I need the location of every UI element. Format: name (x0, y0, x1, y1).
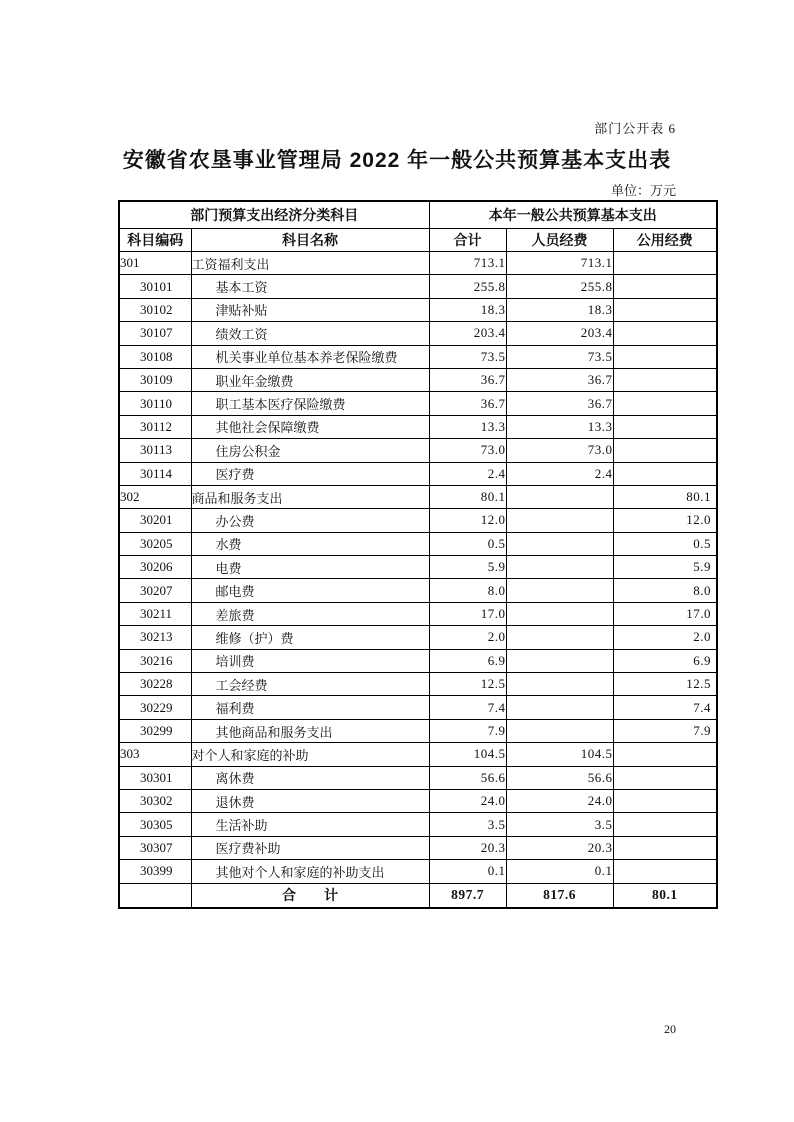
cell-public: 8.0 (613, 579, 717, 602)
cell-name: 机关事业单位基本养老保险缴费 (191, 345, 429, 368)
cell-code: 30205 (119, 532, 191, 555)
header-group-left: 部门预算支出经济分类科目 (119, 201, 429, 229)
table-row (119, 602, 717, 625)
cell-name: 绩效工资 (191, 322, 429, 345)
cell-total: 8.0 (429, 579, 506, 602)
cell-public: 17.0 (613, 602, 717, 625)
cell-code: 30301 (119, 766, 191, 789)
cell-public: 5.9 (613, 556, 717, 579)
page-number: 20 (664, 1022, 676, 1036)
table-row (119, 462, 717, 485)
cell-public: 80.1 (613, 485, 717, 508)
cell-name: 基本工资 (191, 275, 429, 298)
cell-personnel (506, 556, 613, 579)
cell-code: 30110 (119, 392, 191, 415)
cell-code: 301 (119, 252, 191, 275)
cell-name: 培训费 (191, 649, 429, 672)
cell-name: 水费 (191, 532, 429, 555)
cell-total: 80.1 (429, 485, 506, 508)
budget-table (118, 200, 718, 909)
header-columns-row (119, 229, 717, 252)
cell-total: 203.4 (429, 322, 506, 345)
cell-code: 303 (119, 743, 191, 766)
table-row (119, 813, 717, 836)
table-row (119, 368, 717, 391)
table-total-row (119, 883, 717, 908)
cell-name: 对个人和家庭的补助 (191, 743, 429, 766)
cell-code: 30399 (119, 860, 191, 883)
table-row (119, 719, 717, 742)
cell-name: 办公费 (191, 509, 429, 532)
cell-name: 工资福利支出 (191, 252, 429, 275)
cell-name: 其他商品和服务支出 (191, 719, 429, 742)
page-title: 安徽省农垦事业管理局 2022 年一般公共预算基本支出表 (122, 149, 672, 172)
cell-name: 职业年金缴费 (191, 368, 429, 391)
cell-public: 12.5 (613, 673, 717, 696)
column-header-public: 公用经费 (613, 229, 717, 252)
cell-personnel: 3.5 (506, 813, 613, 836)
cell-total: 12.5 (429, 673, 506, 696)
cell-personnel: 73.0 (506, 439, 613, 462)
unit-label: 单位：万元 (610, 183, 676, 198)
cell-personnel: 36.7 (506, 392, 613, 415)
cell-personnel (506, 485, 613, 508)
cell-total: 104.5 (429, 743, 506, 766)
cell-code: 30299 (119, 719, 191, 742)
table-row (119, 579, 717, 602)
cell-public (613, 275, 717, 298)
cell-code: 30213 (119, 626, 191, 649)
cell-public (613, 322, 717, 345)
table-row (119, 696, 717, 719)
cell-code (119, 883, 191, 908)
cell-code: 30107 (119, 322, 191, 345)
cell-total: 18.3 (429, 298, 506, 321)
cell-code: 302 (119, 485, 191, 508)
cell-personnel (506, 649, 613, 672)
table-row (119, 298, 717, 321)
cell-code: 30211 (119, 602, 191, 625)
cell-code: 30113 (119, 439, 191, 462)
table-row (119, 860, 717, 883)
cell-public (613, 252, 717, 275)
cell-total: 255.8 (429, 275, 506, 298)
cell-personnel: 20.3 (506, 836, 613, 859)
cell-total: 12.0 (429, 509, 506, 532)
cell-name: 医疗费 (191, 462, 429, 485)
cell-public (613, 392, 717, 415)
cell-personnel: 817.6 (506, 883, 613, 908)
header-group-row (119, 201, 717, 229)
table-row (119, 673, 717, 696)
cell-total: 3.5 (429, 813, 506, 836)
cell-code: 30112 (119, 415, 191, 438)
cell-personnel: 18.3 (506, 298, 613, 321)
cell-total: 36.7 (429, 368, 506, 391)
column-header-total: 合计 (429, 229, 506, 252)
table-row (119, 626, 717, 649)
cell-personnel: 104.5 (506, 743, 613, 766)
cell-public (613, 415, 717, 438)
cell-code: 30229 (119, 696, 191, 719)
cell-name: 医疗费补助 (191, 836, 429, 859)
cell-personnel: 73.5 (506, 345, 613, 368)
table-row (119, 649, 717, 672)
cell-name: 津贴补贴 (191, 298, 429, 321)
cell-total: 24.0 (429, 789, 506, 812)
cell-total: 2.0 (429, 626, 506, 649)
cell-public (613, 743, 717, 766)
cell-total: 5.9 (429, 556, 506, 579)
cell-total: 36.7 (429, 392, 506, 415)
cell-total: 6.9 (429, 649, 506, 672)
cell-total: 13.3 (429, 415, 506, 438)
cell-name: 电费 (191, 556, 429, 579)
cell-name: 工会经费 (191, 673, 429, 696)
cell-public (613, 813, 717, 836)
cell-code: 30114 (119, 462, 191, 485)
cell-name: 其他对个人和家庭的补助支出 (191, 860, 429, 883)
table-row (119, 392, 717, 415)
cell-total: 897.7 (429, 883, 506, 908)
table-row (119, 415, 717, 438)
cell-code: 30101 (119, 275, 191, 298)
table-row (119, 556, 717, 579)
header-group-right: 本年一般公共预算基本支出 (429, 201, 717, 229)
table-row (119, 322, 717, 345)
table-row (119, 532, 717, 555)
cell-personnel (506, 602, 613, 625)
cell-public (613, 439, 717, 462)
cell-personnel: 713.1 (506, 252, 613, 275)
cell-code: 30228 (119, 673, 191, 696)
cell-public: 7.9 (613, 719, 717, 742)
cell-total: 7.9 (429, 719, 506, 742)
cell-personnel: 24.0 (506, 789, 613, 812)
cell-public (613, 462, 717, 485)
cell-public (613, 766, 717, 789)
cell-personnel: 56.6 (506, 766, 613, 789)
column-header-name: 科目名称 (191, 229, 429, 252)
column-header-personnel: 人员经费 (506, 229, 613, 252)
cell-total: 17.0 (429, 602, 506, 625)
cell-total: 73.0 (429, 439, 506, 462)
cell-public: 2.0 (613, 626, 717, 649)
cell-code: 30201 (119, 509, 191, 532)
cell-personnel (506, 579, 613, 602)
cell-personnel: 36.7 (506, 368, 613, 391)
cell-name: 住房公积金 (191, 439, 429, 462)
budget-table-body (119, 252, 717, 908)
cell-personnel (506, 509, 613, 532)
cell-code: 30305 (119, 813, 191, 836)
cell-code: 30207 (119, 579, 191, 602)
table-row (119, 485, 717, 508)
table-row (119, 789, 717, 812)
cell-name: 职工基本医疗保险缴费 (191, 392, 429, 415)
cell-public: 0.5 (613, 532, 717, 555)
cell-public (613, 836, 717, 859)
cell-total: 713.1 (429, 252, 506, 275)
cell-personnel: 2.4 (506, 462, 613, 485)
table-row (119, 509, 717, 532)
cell-public (613, 298, 717, 321)
table-row (119, 252, 717, 275)
cell-code: 30109 (119, 368, 191, 391)
cell-public (613, 345, 717, 368)
cell-public: 7.4 (613, 696, 717, 719)
table-row (119, 766, 717, 789)
cell-personnel (506, 532, 613, 555)
cell-public (613, 368, 717, 391)
cell-code: 30206 (119, 556, 191, 579)
cell-name: 差旅费 (191, 602, 429, 625)
cell-personnel (506, 696, 613, 719)
cell-public (613, 860, 717, 883)
corner-table-label: 部门公开表 6 (594, 121, 676, 136)
cell-personnel: 255.8 (506, 275, 613, 298)
cell-personnel (506, 626, 613, 649)
cell-total: 73.5 (429, 345, 506, 368)
table-row (119, 439, 717, 462)
cell-name: 退休费 (191, 789, 429, 812)
cell-public: 6.9 (613, 649, 717, 672)
cell-code: 30108 (119, 345, 191, 368)
cell-total: 7.4 (429, 696, 506, 719)
cell-name: 生活补助 (191, 813, 429, 836)
cell-code: 30102 (119, 298, 191, 321)
total-label: 合 计 (191, 883, 429, 908)
cell-total: 0.1 (429, 860, 506, 883)
cell-name: 其他社会保障缴费 (191, 415, 429, 438)
cell-public (613, 789, 717, 812)
cell-personnel: 13.3 (506, 415, 613, 438)
cell-public: 80.1 (613, 883, 717, 908)
cell-name: 商品和服务支出 (191, 485, 429, 508)
cell-personnel: 203.4 (506, 322, 613, 345)
cell-personnel: 0.1 (506, 860, 613, 883)
cell-total: 56.6 (429, 766, 506, 789)
cell-public: 12.0 (613, 509, 717, 532)
cell-name: 邮电费 (191, 579, 429, 602)
cell-code: 30302 (119, 789, 191, 812)
table-row (119, 345, 717, 368)
cell-personnel (506, 719, 613, 742)
cell-name: 维修（护）费 (191, 626, 429, 649)
cell-total: 0.5 (429, 532, 506, 555)
table-row (119, 275, 717, 298)
table-row (119, 743, 717, 766)
cell-personnel (506, 673, 613, 696)
cell-name: 福利费 (191, 696, 429, 719)
cell-code: 30216 (119, 649, 191, 672)
column-header-code: 科目编码 (119, 229, 191, 252)
cell-total: 20.3 (429, 836, 506, 859)
cell-total: 2.4 (429, 462, 506, 485)
cell-code: 30307 (119, 836, 191, 859)
table-row (119, 836, 717, 859)
cell-name: 离休费 (191, 766, 429, 789)
